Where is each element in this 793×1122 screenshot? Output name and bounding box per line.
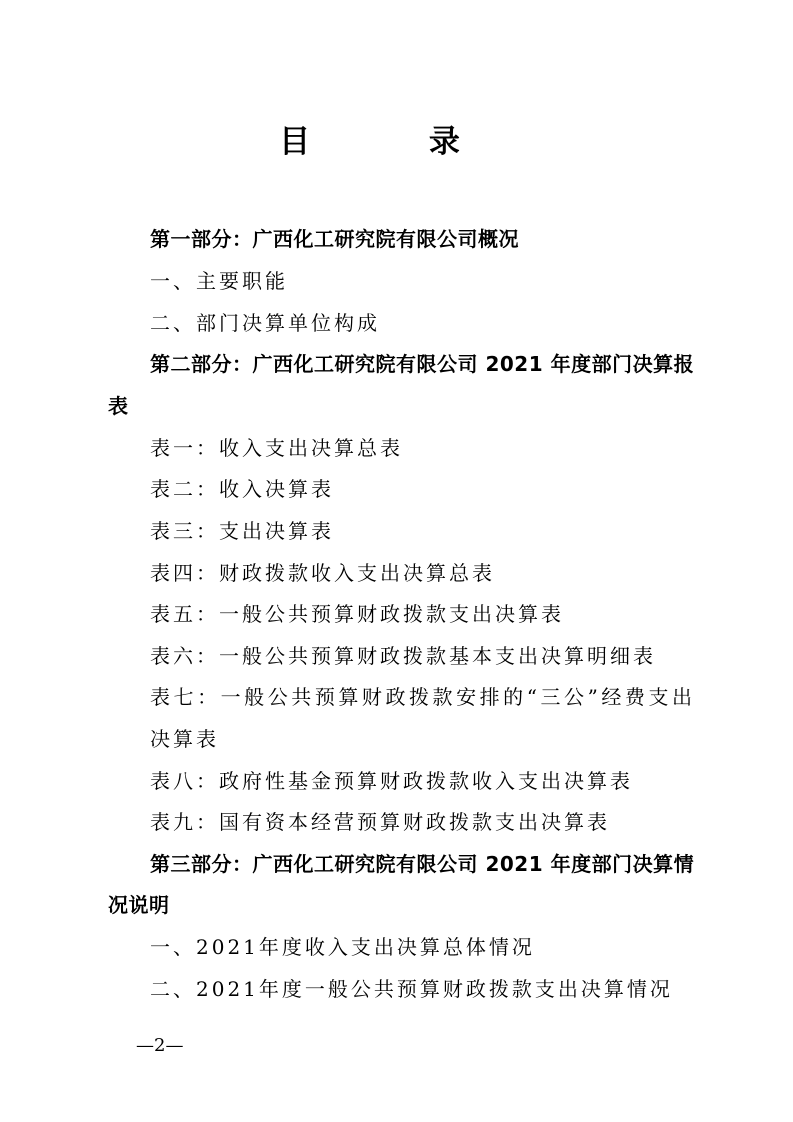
part1-heading: 第一部分：广西化工研究院有限公司概况 xyxy=(150,227,519,251)
table-9-entry: 表九：国有资本经营预算财政拨款支出决算表 xyxy=(150,810,610,834)
part2-heading-line1: 第二部分：广西化工研究院有限公司 2021 年度部门决算报 xyxy=(150,352,695,376)
table-5-entry: 表五：一般公共预算财政拨款支出决算表 xyxy=(150,602,564,626)
table-3-entry: 表三：支出决算表 xyxy=(150,519,334,543)
page-number: —2— xyxy=(136,1035,184,1056)
table-7-entry-line1: 表七：一般公共预算财政拨款安排的“三公”经费支出 xyxy=(150,685,694,709)
part3-item-2: 二、2021年度一般公共预算财政拨款支出决算情况 xyxy=(150,977,673,1001)
part3-heading-line1: 第三部分：广西化工研究院有限公司 2021 年度部门决算情 xyxy=(150,852,695,876)
table-7-entry-line2: 决算表 xyxy=(150,727,219,751)
part2-heading-line2: 表 xyxy=(108,394,129,418)
part1-item-1: 一、主要职能 xyxy=(150,269,288,293)
part3-heading-line2: 况说明 xyxy=(108,893,170,917)
toc-title: 目 录 xyxy=(279,124,514,160)
part3-item-1: 一、2021年度收入支出决算总体情况 xyxy=(150,935,535,959)
table-2-entry: 表二：收入决算表 xyxy=(150,477,334,501)
table-4-entry: 表四：财政拨款收入支出决算总表 xyxy=(150,561,495,585)
table-1-entry: 表一：收入支出决算总表 xyxy=(150,436,403,460)
table-6-entry: 表六：一般公共预算财政拨款基本支出决算明细表 xyxy=(150,644,656,668)
part1-item-2: 二、部门决算单位构成 xyxy=(150,311,380,335)
table-8-entry: 表八：政府性基金预算财政拨款收入支出决算表 xyxy=(150,769,633,793)
